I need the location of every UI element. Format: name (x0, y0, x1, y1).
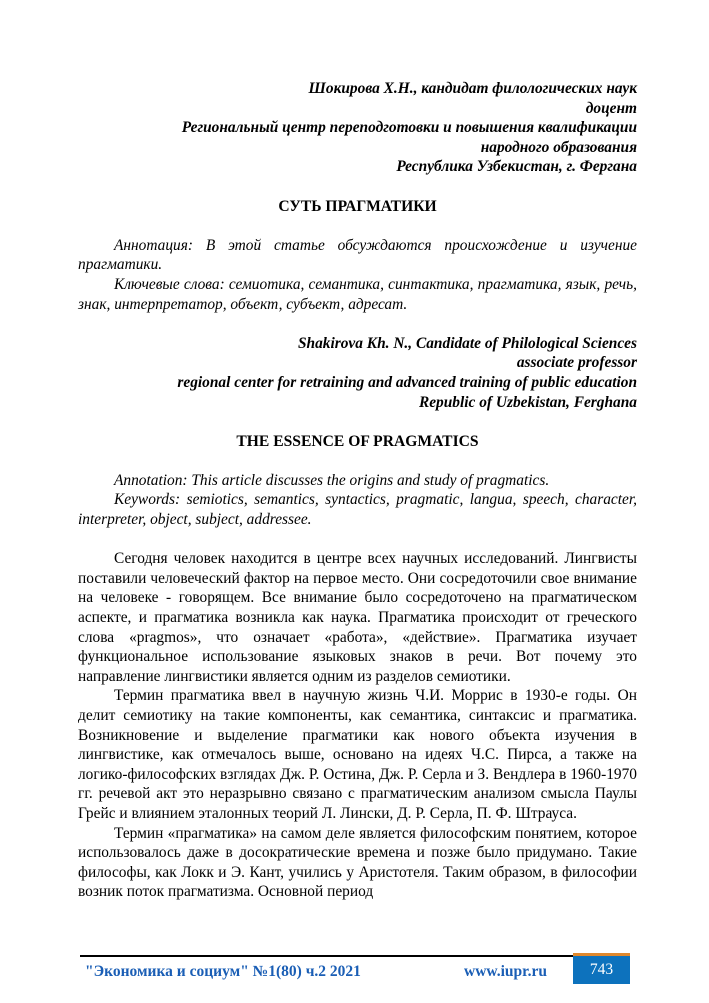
author-line-en: associate professor (516, 354, 637, 372)
journal-url-link[interactable]: www.iupr.ru (464, 963, 547, 980)
author-line-ru: Региональный центр переподготовки и повышения квалификации (181, 119, 637, 137)
author-line-en: regional center for retraining and advanced training of public education (177, 373, 637, 391)
keywords-ru: Ключевые слова: семиотика, семантика, синтактика, прагматика, язык, речь, знак, интерпретатор, объект, субъект, адресат. (78, 275, 637, 313)
author-block-ru (78, 79, 637, 177)
footer-divider (80, 955, 574, 957)
annotation-en: Annotation: This article discusses the origins and study of pragmatics. (114, 471, 550, 489)
title-en: THE ESSENCE OF PRAGMATICS (236, 432, 479, 450)
page-footer (0, 948, 709, 1003)
body-paragraph: Термин прагматика ввел в научную жизнь Ч.И. Моррис в 1930-е годы. Он делит семиотику на такие компоненты, как семантика, синтаксис и прагматика. Возникновение и выделение прагматики как нового объекта изучения в лингвистике, как отмечалось выше, основано на идеях Ч.С. Пирса, а также на логико-философских взглядах Дж. Р. Остина, Дж. Р. Серла и З. Вендлера в 1960-1970 гг. речевой акт это неразрывно связано с прагматическим анализом смысла Паулы Грейс и влиянием эталонных теорий Л. Лински, Д. Р. Серла, П. Ф. Штрауса. (78, 687, 637, 822)
article-body (78, 549, 637, 902)
article-content (78, 79, 637, 902)
title-ru: СУТЬ ПРАГМАТИКИ (278, 197, 437, 215)
keywords-en: Keywords: semiotics, semantics, syntactics, pragmatic, langua, speech, character, interpreter, object, subject, addressee. (78, 491, 637, 529)
spacer (78, 530, 637, 550)
annotation-ru: Аннотация: В этой статье обсуждаются происхождение и изучение прагматики. (78, 236, 637, 274)
page-number: 743 (589, 961, 614, 978)
spacer (78, 314, 637, 334)
author-line-ru: Шокирова Х.Н., кандидат филологических наук (308, 80, 637, 97)
author-line-en: Republic of Uzbekistan, Ferghana (418, 393, 637, 411)
author-block-en (78, 334, 637, 412)
journal-title: "Экономика и социум" №1(80) ч.2 2021 (85, 963, 361, 980)
page-number-box (573, 953, 630, 984)
author-line-ru: доцент (585, 99, 637, 117)
body-paragraph: Термин «прагматика» на самом деле является философским понятием, которое использовалось даже в досократические времена и позже было придумано. Такие философы, как Локк и Э. Кант, учились у Аристотеля. Таким образом, в философии возник поток прагматизма. Основной период (78, 824, 637, 901)
body-paragraph: Сегодня человек находится в центре всех научных исследований. Лингвисты поставили человеческий фактор на первое место. Они сосредоточили свое внимание на человеке - говорящем. Все внимание было сосредоточено на прагматическом аспекте, и прагматика возникла как наука. Прагматика происходит от греческого слова «pragmos», что означает «работа», «действие». Прагматика изучает функциональное использование языковых знаков в речи. Вот почему это направление лингвистики является одним из разделов семиотики. (78, 550, 637, 685)
author-line-en: Shakirova Kh. N., Candidate of Philological Sciences (297, 334, 637, 352)
author-line-ru: народного образования (480, 138, 637, 156)
author-line-ru: Республика Узбекистан, г. Фергана (396, 158, 637, 176)
